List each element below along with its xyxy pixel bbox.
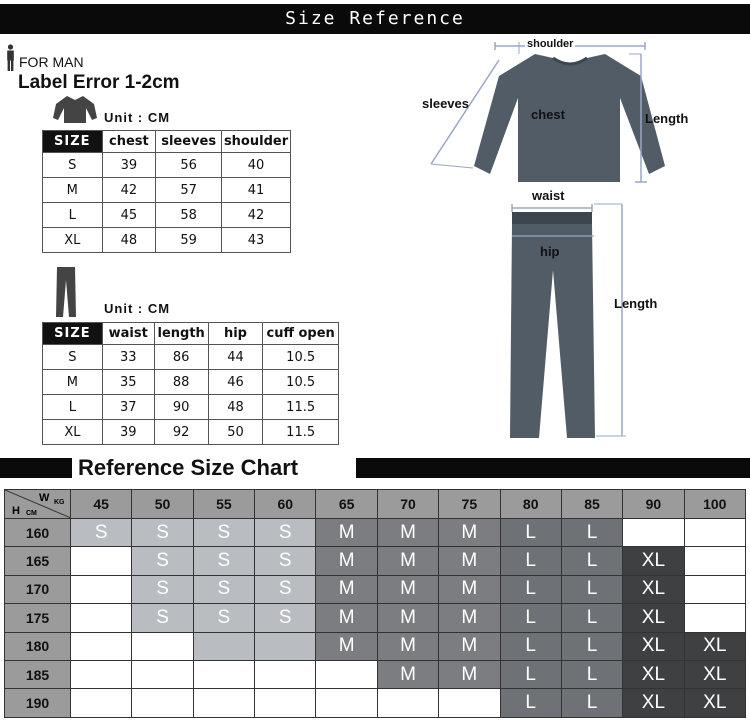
size-cell: M	[439, 604, 500, 632]
shirt-shape	[474, 54, 665, 182]
size-cell: XL	[684, 660, 745, 688]
size-cell: S	[132, 519, 193, 547]
man-icon	[6, 44, 15, 72]
size-cell: S	[132, 547, 193, 575]
title-bar-right	[356, 458, 750, 478]
pants-header-cell: SIZE	[43, 323, 103, 345]
pants-header-cell: waist	[102, 323, 154, 345]
weight-column-header: 55	[193, 490, 254, 519]
label-error-note: Label Error 1-2cm	[18, 72, 180, 93]
pants-size-table	[42, 322, 339, 445]
size-cell: S	[132, 604, 193, 632]
shirt-header-row	[43, 131, 291, 153]
shirt-icon	[52, 94, 98, 124]
pants-table-cell: M	[43, 370, 103, 395]
grid-header-row	[5, 490, 746, 519]
shirt-table-cell: XL	[43, 228, 103, 253]
size-cell	[439, 689, 500, 717]
size-cell: M	[439, 632, 500, 660]
size-cell	[623, 519, 684, 547]
shirt-table-cell: 59	[156, 228, 222, 253]
height-row-header: 190	[5, 689, 71, 717]
size-cell: L	[500, 660, 561, 688]
pants-header-cell: hip	[208, 323, 263, 345]
size-cell	[71, 575, 132, 603]
pants-table-row	[43, 370, 339, 395]
pants-table-cell: XL	[43, 420, 103, 445]
size-cell	[132, 660, 193, 688]
shirt-table-cell: L	[43, 203, 103, 228]
size-cell	[193, 660, 254, 688]
pants-length-callout: Length	[614, 296, 658, 311]
shirt-table-cell: M	[43, 178, 103, 203]
pants-table-cell: 48	[208, 395, 263, 420]
size-cell: XL	[684, 689, 745, 717]
shirt-table-cell: 40	[222, 153, 291, 178]
size-cell	[71, 547, 132, 575]
weight-column-header: 80	[500, 490, 561, 519]
chart-title-band	[0, 456, 750, 480]
height-row	[5, 604, 746, 632]
size-cell: L	[500, 547, 561, 575]
grid-corner-cell	[5, 490, 71, 519]
size-cell: M	[377, 604, 438, 632]
height-row-header: 160	[5, 519, 71, 547]
size-cell	[255, 689, 316, 717]
pants-header-cell: length	[154, 323, 208, 345]
shirt-header-cell: shoulder	[222, 131, 291, 153]
height-row	[5, 575, 746, 603]
size-cell: S	[193, 575, 254, 603]
size-cell: S	[255, 547, 316, 575]
reference-size-chart	[4, 489, 746, 718]
height-row	[5, 689, 746, 717]
size-cell: M	[316, 547, 377, 575]
size-cell	[132, 632, 193, 660]
pants-table-cell: 10.5	[263, 345, 339, 370]
pants-table-cell: 37	[102, 395, 154, 420]
size-cell: L	[561, 660, 622, 688]
pants-table-cell: 46	[208, 370, 263, 395]
waist-callout: waist	[532, 188, 565, 203]
size-cell	[193, 632, 254, 660]
shirt-table-cell: 42	[102, 178, 156, 203]
title-bar-left	[0, 458, 72, 478]
size-cell: L	[561, 604, 622, 632]
height-row-header: 180	[5, 632, 71, 660]
weight-column-header: 70	[377, 490, 438, 519]
size-cell: XL	[623, 547, 684, 575]
pants-table-cell: 33	[102, 345, 154, 370]
shoulder-callout: shoulder	[527, 38, 574, 50]
shirt-table-cell: S	[43, 153, 103, 178]
shirt-header-cell: sleeves	[156, 131, 222, 153]
pants-table-cell: S	[43, 345, 103, 370]
chest-callout: chest	[531, 107, 565, 122]
size-cell: XL	[623, 632, 684, 660]
pants-table-cell: 88	[154, 370, 208, 395]
chart-title: Reference Size Chart	[78, 455, 299, 480]
size-cell	[684, 604, 745, 632]
shirt-table-cell: 58	[156, 203, 222, 228]
pants-table-cell: 86	[154, 345, 208, 370]
size-cell: L	[500, 689, 561, 717]
size-cell: M	[377, 632, 438, 660]
size-cell	[255, 632, 316, 660]
size-cell: L	[500, 575, 561, 603]
size-cell	[377, 689, 438, 717]
shirt-table-row	[43, 228, 291, 253]
size-cell	[684, 519, 745, 547]
size-cell: M	[316, 575, 377, 603]
size-cell: XL	[623, 660, 684, 688]
for-man-label	[6, 44, 84, 72]
size-cell: M	[377, 547, 438, 575]
shirt-table-cell: 57	[156, 178, 222, 203]
shirt-unit: Unit : CM	[104, 110, 171, 125]
size-cell: S	[71, 519, 132, 547]
weight-column-header: 85	[561, 490, 622, 519]
height-row-header: 165	[5, 547, 71, 575]
size-cell: M	[316, 604, 377, 632]
size-cell: L	[500, 519, 561, 547]
pants-table-row	[43, 395, 339, 420]
size-cell: M	[439, 547, 500, 575]
shirt-header-cell: SIZE	[43, 131, 103, 153]
pants-table-cell: 11.5	[263, 420, 339, 445]
pants-header-row	[43, 323, 339, 345]
size-cell: L	[561, 632, 622, 660]
weight-column-header: 50	[132, 490, 193, 519]
sleeves-callout: sleeves	[422, 96, 469, 111]
size-cell: M	[377, 519, 438, 547]
pants-table-row	[43, 420, 339, 445]
size-cell: XL	[623, 689, 684, 717]
shirt-table-cell: 42	[222, 203, 291, 228]
size-cell	[316, 689, 377, 717]
size-cell	[255, 660, 316, 688]
weight-column-header: 65	[316, 490, 377, 519]
corner-kg: KG	[54, 499, 65, 506]
size-cell: S	[255, 604, 316, 632]
height-row	[5, 547, 746, 575]
weight-column-header: 60	[255, 490, 316, 519]
pants-table-cell: L	[43, 395, 103, 420]
size-cell	[132, 689, 193, 717]
size-cell: L	[500, 632, 561, 660]
height-row	[5, 519, 746, 547]
shirt-table-cell: 45	[102, 203, 156, 228]
size-cell: M	[439, 660, 500, 688]
size-cell: M	[316, 519, 377, 547]
size-cell	[193, 689, 254, 717]
size-cell	[684, 575, 745, 603]
size-cell	[71, 660, 132, 688]
size-cell	[71, 632, 132, 660]
pants-unit: Unit : CM	[104, 301, 171, 316]
size-cell: S	[255, 575, 316, 603]
pants-table-cell: 35	[102, 370, 154, 395]
shirt-table-cell: 41	[222, 178, 291, 203]
pants-table-cell: 10.5	[263, 370, 339, 395]
pants-table-cell: 92	[154, 420, 208, 445]
corner-cm: CM	[26, 510, 37, 517]
size-cell: M	[439, 575, 500, 603]
weight-column-header: 75	[439, 490, 500, 519]
weight-column-header: 90	[623, 490, 684, 519]
shirt-table-cell: 56	[156, 153, 222, 178]
size-cell: L	[500, 604, 561, 632]
pants-table-cell: 39	[102, 420, 154, 445]
size-cell	[71, 689, 132, 717]
height-row-header: 175	[5, 604, 71, 632]
pants-header-cell: cuff open	[263, 323, 339, 345]
shirt-table-cell: 48	[102, 228, 156, 253]
shirt-table-cell: 39	[102, 153, 156, 178]
size-cell: M	[316, 632, 377, 660]
hip-callout: hip	[540, 244, 560, 259]
size-cell: S	[255, 519, 316, 547]
height-row-header: 170	[5, 575, 71, 603]
size-cell: XL	[623, 575, 684, 603]
size-cell: M	[439, 519, 500, 547]
size-cell: S	[193, 519, 254, 547]
size-cell: L	[561, 689, 622, 717]
size-cell	[71, 604, 132, 632]
pants-table-row	[43, 345, 339, 370]
size-cell: M	[377, 575, 438, 603]
size-cell: L	[561, 575, 622, 603]
size-cell: M	[377, 660, 438, 688]
height-row	[5, 660, 746, 688]
size-cell: S	[132, 575, 193, 603]
shirt-table-row	[43, 203, 291, 228]
size-cell: S	[193, 547, 254, 575]
pants-table-cell: 50	[208, 420, 263, 445]
shirt-header-cell: chest	[102, 131, 156, 153]
size-cell: XL	[623, 604, 684, 632]
shirt-length-callout: Length	[645, 111, 689, 126]
size-cell: XL	[684, 632, 745, 660]
corner-diagonal	[5, 490, 71, 518]
height-row	[5, 632, 746, 660]
height-row-header: 185	[5, 660, 71, 688]
size-cell	[684, 547, 745, 575]
pants-illustration	[500, 200, 640, 445]
size-cell: L	[561, 547, 622, 575]
shirt-table-row	[43, 178, 291, 203]
pants-table-cell: 90	[154, 395, 208, 420]
weight-column-header: 45	[71, 490, 132, 519]
corner-w: W	[39, 492, 50, 504]
pants-table-cell: 11.5	[263, 395, 339, 420]
size-reference-banner: Size Reference	[0, 4, 750, 34]
weight-column-header: 100	[684, 490, 745, 519]
pants-icon	[55, 266, 77, 318]
size-cell: L	[561, 519, 622, 547]
size-cell	[316, 660, 377, 688]
for-man-text: FOR MAN	[19, 54, 84, 70]
corner-h: H	[12, 505, 20, 517]
shirt-size-table	[42, 130, 291, 253]
shirt-table-row	[43, 153, 291, 178]
pants-table-cell: 44	[208, 345, 263, 370]
size-cell: S	[193, 604, 254, 632]
shirt-table-cell: 43	[222, 228, 291, 253]
